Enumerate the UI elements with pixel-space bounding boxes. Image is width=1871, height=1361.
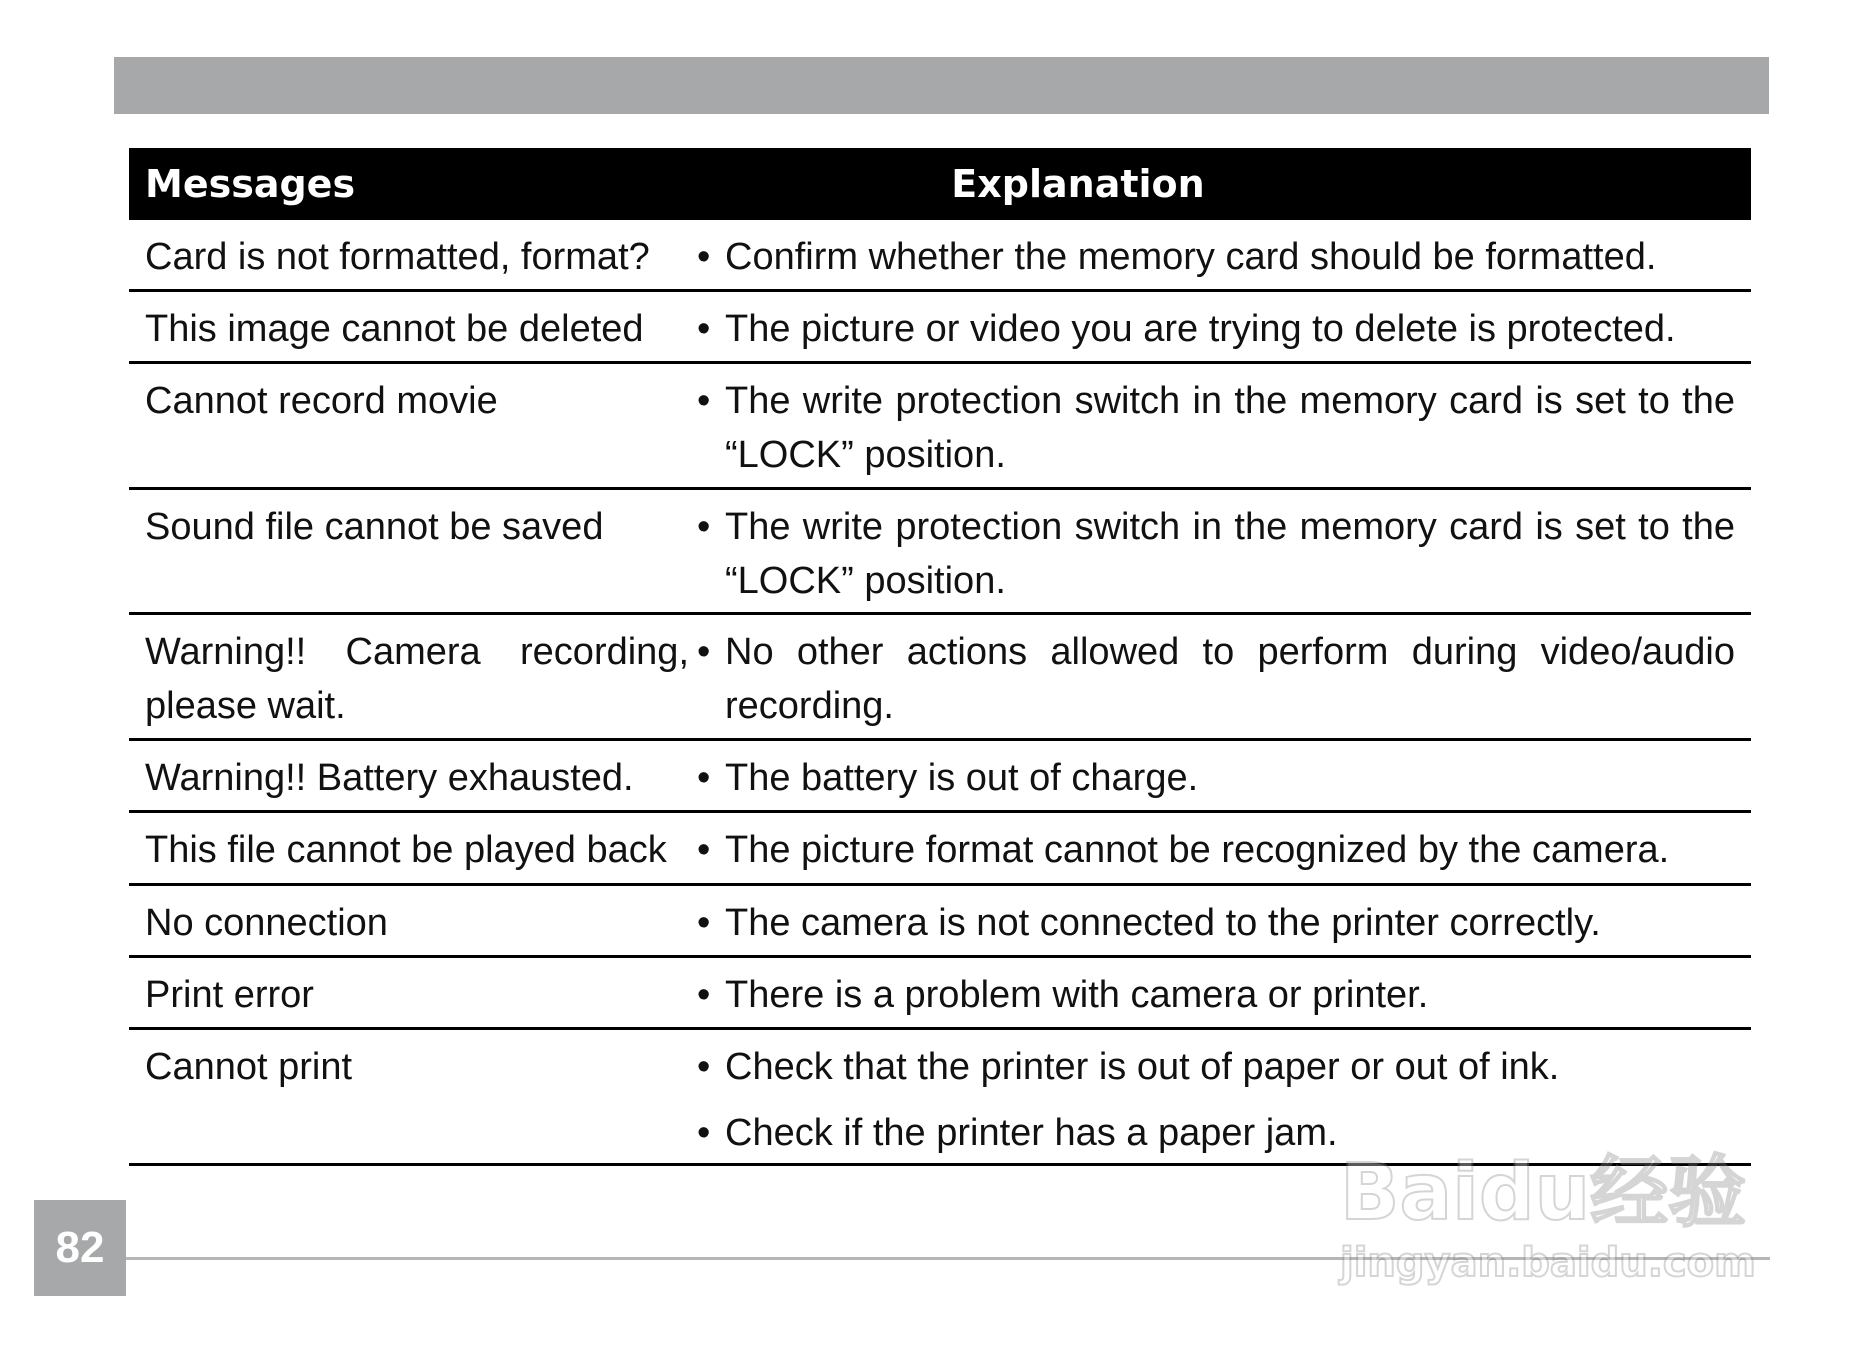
explanation-text: The write protection switch in the memory card is set to the “LOCK” position.: [725, 506, 1735, 602]
explanation-bullet: [697, 302, 1735, 356]
bullet-dot: •: [697, 308, 711, 350]
explanation-bullet: [697, 374, 1735, 482]
explanation-cell: [689, 741, 1751, 810]
watermark-url: jingyan.baidu.com: [1340, 1240, 1756, 1286]
explanation-text: No other actions allowed to perform during video/audio recording.: [725, 631, 1735, 727]
explanation-text: The battery is out of charge.: [725, 757, 1199, 799]
bullet-dot: •: [697, 1046, 711, 1088]
explanation-bullet: [697, 968, 1735, 1022]
table-body: [129, 220, 1751, 1166]
table-row: [129, 490, 1751, 615]
messages-table: [129, 148, 1751, 1166]
explanation-bullet: [697, 1040, 1735, 1094]
header-explanation: Explanation: [951, 162, 1205, 206]
message-cell: This file cannot be played back: [145, 829, 667, 871]
watermark: [1340, 1100, 1780, 1300]
table-row: [129, 886, 1751, 958]
explanation-bullet: [697, 751, 1735, 805]
bullet-dot: •: [697, 829, 711, 871]
explanation-text: Confirm whether the memory card should be formatted.: [725, 236, 1657, 278]
message-cell: This image cannot be deleted: [145, 308, 644, 350]
message-cell: Print error: [145, 974, 314, 1016]
bullet-dot: •: [697, 380, 711, 422]
table-row: [129, 220, 1751, 292]
explanation-bullet: [697, 625, 1735, 733]
message-cell: Warning!! Camera recording, please wait.: [145, 631, 689, 727]
message-cell: Sound file cannot be saved: [145, 506, 604, 548]
header-messages: Messages: [145, 162, 356, 206]
explanation-cell: [689, 958, 1751, 1027]
bullet-dot: •: [697, 236, 711, 278]
message-cell: Cannot print: [145, 1046, 353, 1088]
bullet-dot: •: [697, 757, 711, 799]
explanation-text: The write protection switch in the memory card is set to the “LOCK” position.: [725, 380, 1735, 476]
table-row: [129, 615, 1751, 741]
watermark-brand: Baidu经验: [1340, 1148, 1747, 1238]
bullet-dot: •: [697, 974, 711, 1016]
explanation-text: There is a problem with camera or printer.: [725, 974, 1429, 1016]
explanation-text: The camera is not connected to the printer correctly.: [725, 902, 1601, 944]
table-row: [129, 958, 1751, 1030]
message-cell: Cannot record movie: [145, 380, 498, 422]
table-row: [129, 292, 1751, 364]
explanation-text: Check if the printer has a paper jam.: [725, 1112, 1338, 1154]
message-cell: No connection: [145, 902, 388, 944]
bullet-dot: •: [697, 631, 711, 673]
explanation-text: The picture or video you are trying to delete is protected.: [725, 308, 1676, 350]
explanation-cell: [689, 292, 1751, 361]
bullet-dot: •: [697, 1112, 711, 1154]
table-row: [129, 364, 1751, 490]
message-cell: Card is not formatted, format?: [145, 236, 650, 278]
explanation-cell: [689, 813, 1751, 883]
explanation-cell: [689, 490, 1751, 612]
explanation-cell: [689, 364, 1751, 487]
page-number: 82: [34, 1200, 126, 1296]
explanation-bullet: [697, 500, 1735, 608]
bullet-dot: •: [697, 506, 711, 548]
table-row: [129, 813, 1751, 886]
bullet-dot: •: [697, 902, 711, 944]
explanation-cell: [689, 220, 1751, 289]
explanation-text: Check that the printer is out of paper or out of ink.: [725, 1046, 1560, 1088]
explanation-cell: [689, 615, 1751, 738]
explanation-text: The picture format cannot be recognized by the camera.: [725, 829, 1670, 871]
table-header: [129, 148, 1751, 220]
explanation-bullet: [697, 230, 1735, 284]
explanation-cell: [689, 886, 1751, 955]
explanation-bullet: [697, 896, 1735, 950]
message-cell: Warning!! Battery exhausted.: [145, 757, 634, 799]
table-row: [129, 741, 1751, 813]
header-band: [114, 57, 1769, 114]
explanation-bullet: [697, 823, 1735, 877]
